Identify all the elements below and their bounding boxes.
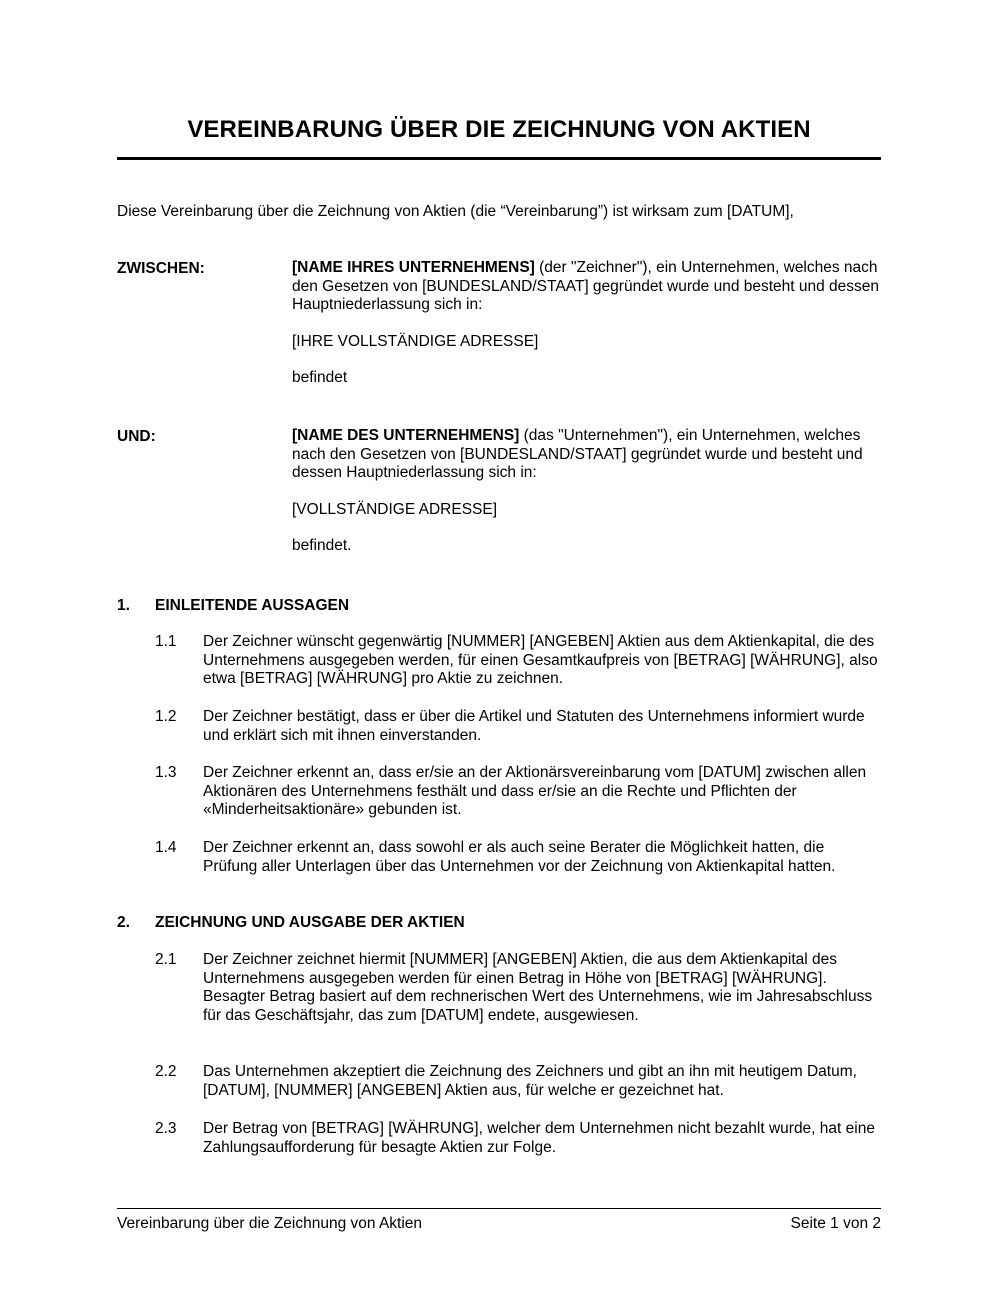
clause-2-1 bbox=[155, 951, 881, 1025]
footer-document-title: Vereinbarung über die Zeichnung von Aktien bbox=[117, 1215, 423, 1232]
party-label-between: ZWISCHEN: bbox=[117, 260, 205, 277]
clause-text: Der Betrag von [BETRAG] [WÄHRUNG], welcher dem Unternehmen nicht bezahlt wurde, hat eine Zahlungsaufforderung für besagte Aktien zur Folge. bbox=[203, 1120, 875, 1156]
clause-2-2 bbox=[155, 1063, 881, 1100]
clause-text: Der Zeichner erkennt an, dass er/sie an der Aktionärsvereinbarung vom [DATUM] zwischen allen Aktionären des Unternehmens festhält und dass er/sie an die Rechte und Pflichten der «Minderheitsaktionäre» gebunden ist. bbox=[203, 764, 867, 818]
party-block-and bbox=[292, 427, 881, 574]
section-heading-2 bbox=[117, 913, 465, 932]
party-closing: befindet. bbox=[292, 537, 352, 554]
page-number: Seite 1 von 2 bbox=[790, 1215, 881, 1232]
section-number: 1. bbox=[117, 597, 130, 614]
party-label-and: UND: bbox=[117, 428, 156, 445]
party-address: [VOLLSTÄNDIGE ADRESSE] bbox=[292, 500, 498, 518]
clause-number: 2.3 bbox=[155, 1120, 177, 1137]
clause-text: Der Zeichner zeichnet hiermit [NUMMER] [ANGEBEN] Aktien, die aus dem Aktienkapital des Unternehmens ausgegeben werden für einen Betrag in Höhe von [BETRAG] [WÄHRUNG]. Besagter Betrag basiert auf dem rechnerischen Wert des Unternehmens, wie im Jahresabschluss für das Geschäftsjahr, das zum [DATUM] endete, ausgewiesen. bbox=[203, 951, 873, 1024]
clause-number: 1.2 bbox=[155, 708, 177, 725]
clause-number: 2.2 bbox=[155, 1063, 177, 1080]
party-block-between bbox=[292, 259, 881, 406]
document-title: VEREINBARUNG ÜBER DIE ZEICHNUNG VON AKTIEN bbox=[187, 116, 811, 143]
party-description bbox=[292, 427, 881, 483]
clause-number: 1.4 bbox=[155, 839, 177, 856]
section-heading-1 bbox=[117, 596, 349, 615]
clause-text: Das Unternehmen akzeptiert die Zeichnung des Zeichners und gibt an ihn mit heutigem Datum, [DATUM], [NUMMER] [ANGEBEN] Aktien aus, für welche er gezeichnet hat. bbox=[203, 1063, 857, 1099]
title-divider bbox=[117, 157, 881, 160]
intro-paragraph: Diese Vereinbarung über die Zeichnung von Aktien (die “Vereinbarung”) ist wirksam zum [DATUM], bbox=[117, 203, 794, 220]
section-number: 2. bbox=[117, 914, 130, 931]
clause-number: 1.3 bbox=[155, 764, 177, 781]
clause-text: Der Zeichner bestätigt, dass er über die Artikel und Statuten des Unternehmens informiert wurde und erklärt sich mit ihnen einverstanden. bbox=[203, 708, 865, 744]
clause-1-4 bbox=[155, 839, 881, 876]
footer-divider bbox=[117, 1208, 881, 1209]
party-name: [NAME IHRES UNTERNEHMENS] bbox=[292, 259, 535, 276]
party-description bbox=[292, 259, 881, 315]
clause-number: 1.1 bbox=[155, 633, 177, 650]
clause-number: 2.1 bbox=[155, 951, 177, 968]
party-name: [NAME DES UNTERNEHMENS] bbox=[292, 427, 520, 444]
section-title: EINLEITENDE AUSSAGEN bbox=[155, 597, 350, 614]
clause-2-3 bbox=[155, 1120, 881, 1157]
party-description-text: (das "Unternehmen"), ein Unternehmen, welches nach den Gesetzen von [BUNDESLAND/STAAT] gegründet wurde und besteht und dessen Hauptniederlassung sich in: bbox=[292, 427, 863, 481]
clause-1-3 bbox=[155, 764, 881, 820]
section-title: ZEICHNUNG UND AUSGABE DER AKTIEN bbox=[155, 914, 465, 931]
clause-1-1 bbox=[155, 633, 881, 689]
clause-text: Der Zeichner wünscht gegenwärtig [NUMMER] [ANGEBEN] Aktien aus dem Aktienkapital, die des Unternehmens ausgegeben werden, für einen Gesamtkaufpreis von [BETRAG] [WÄHRUNG], also etwa [BETRAG] [WÄHRUNG] pro Aktie zu zeichnen. bbox=[203, 633, 878, 687]
party-address: [IHRE VOLLSTÄNDIGE ADRESSE] bbox=[292, 332, 539, 350]
party-description-text: (der "Zeichner"), ein Unternehmen, welches nach den Gesetzen von [BUNDESLAND/STAAT] gegründet wurde und besteht und dessen Hauptniederlassung sich in: bbox=[292, 259, 880, 313]
party-closing: befindet bbox=[292, 369, 348, 386]
clause-text: Der Zeichner erkennt an, dass sowohl er als auch seine Berater die Möglichkeit hatten, die Prüfung aller Unterlagen über das Unternehmen vor der Zeichnung von Aktienkapital hatten. bbox=[203, 839, 836, 875]
clause-1-2 bbox=[155, 708, 881, 745]
